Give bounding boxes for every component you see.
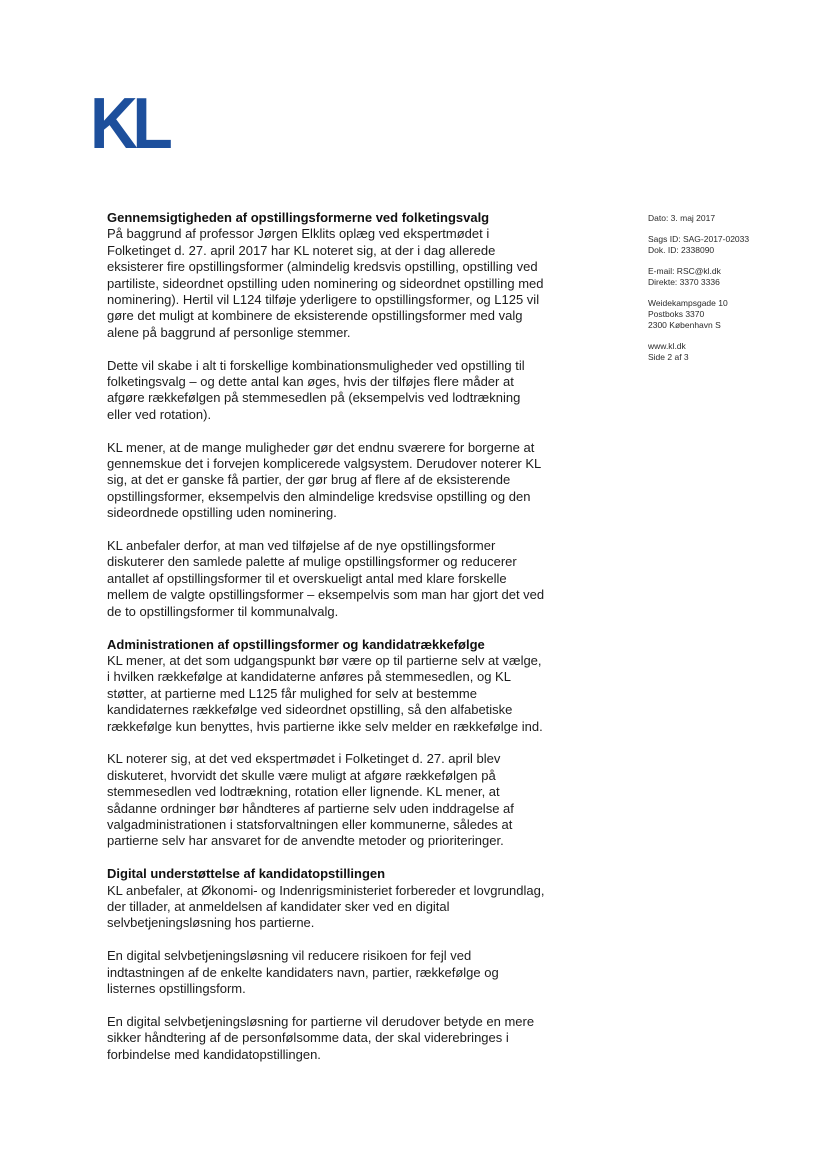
address-line: Weidekampsgade 10 [648, 298, 728, 308]
web-group [648, 341, 798, 363]
section-digital-support [107, 866, 547, 1063]
paragraph: KL noterer sig, at det ved ekspertmødet i Folketinget d. 27. april blev diskuteret, hvorvidt det skulle være muligt at afgøre rækkefølgen på stemmesedlen ved lodtrækning, rotation eller lignende. KL mener, at sådanne ordninger bør håndteres af partierne selv uden inddragelse af valgadministrationen i statsforvaltningen eller kommunerne, således at partierne selv har ansvaret for de anvendte metoder og prioriteringer. [107, 751, 514, 849]
reference-group [648, 234, 798, 256]
page-number: Side 2 af 3 [648, 352, 689, 362]
address-line: Postboks 3370 [648, 309, 705, 319]
website: www.kl.dk [648, 341, 686, 351]
paragraph: KL anbefaler, at Økonomi- og Indenrigsministeriet forbereder et lovgrundlag, der tillader, at anmeldelsen af kandidater sker ved en digital selvbetjeningsløsning hos partierne. [107, 882, 545, 931]
paragraph: KL mener, at det som udgangspunkt bør være op til partierne selv at vælge, i hvilken rækkefølge at kandidaterne anføres på stemmesedlen, og KL støtter, at partierne med L125 får mulighed for selv at bestemme kandidaternes rækkefølge ved sideordnet opstilling, så den alfabetiske rækkefølge kun benyttes, hvis partierne ikke selv melder en rækkefølge ind. [107, 652, 543, 734]
paragraph: En digital selvbetjeningsløsning vil reducere risikoen for fejl ved indtastningen af de enkelte kandidaters navn, partier, rækkefølge og listernes opstillingsform. [107, 948, 499, 996]
address-line: 2300 København S [648, 320, 721, 330]
section-heading: Digital understøttelse af kandidatopstillingen [107, 866, 386, 882]
paragraph: KL anbefaler derfor, at man ved tilføjelse af de nye opstillingsformer diskuterer den samlede palette af mulige opstillingsformer og reducerer antallet af opstillingsformer til et overskueligt antal med klare forskelle mellem de valgte opstillingsformer – eksempelvis som man har gjort det ved de to opstillingsformer til kommunalvalg. [107, 538, 545, 619]
address-group [648, 298, 798, 331]
paragraph: En digital selvbetjeningsløsning for partierne vil derudover betyde en mere sikker håndtering af de personfølsomme data, der skal viderebringes i forbindelse med kandidatopstillingen. [107, 1013, 535, 1062]
date-group [648, 213, 798, 224]
case-id: Sags ID: SAG-2017-02033 [648, 234, 750, 244]
doc-id: Dok. ID: 2338090 [648, 245, 715, 255]
paragraph: På baggrund af professor Jørgen Elklits oplæg ved ekspertmødet i Folketinget d. 27. april 2017 har KL noteret sig, at der i dag allerede eksisterer fire opstillingsformer (almindelig kredsvis opstilling, opstilling ved partiliste, sideordnet opstilling uden nominering og sideordnet opstilling med nominering). Hertil vil L124 tilføje yderligere to opstillingsformer, og L125 vil gøre det muligt at kombinere de eksisterende opstillingsformer med valg alene på baggrund af personlige stemmer. [107, 226, 544, 340]
paragraph: Dette vil skabe i alt ti forskellige kombinationsmuligheder ved opstilling til folketingsvalg – og dette antal kan øges, hvis der tilføjes flere måder at afgøre rækkefølgen på stemmesedlen på (eksempelvis ved lodtrækning eller ved rotation). [107, 357, 525, 422]
section-heading: Gennemsigtigheden af opstillingsformerne ved folketingsvalg [107, 210, 490, 225]
section-transparency [107, 210, 547, 620]
letter-sidebar [648, 213, 798, 373]
paragraph: KL mener, at de mange muligheder gør det endnu sværere for borgerne at gennemskue det i forvejen komplicerede valgsystem. Derudover noterer KL sig, at det er ganske få partier, der gør brug af flere af de eksisterende opstillingsformer, eksempelvis den almindelige kredsvise opstilling og den sideordnede opstilling uden nominering. [107, 439, 541, 521]
section-administration [107, 637, 547, 850]
contact-group [648, 266, 798, 288]
direct-phone: Direkte: 3370 3336 [648, 277, 720, 287]
kl-logo: KL [90, 84, 168, 164]
email: E-mail: RSC@kl.dk [648, 266, 721, 276]
date: Dato: 3. maj 2017 [648, 213, 716, 223]
letter-body [107, 210, 547, 1079]
section-heading: Administrationen af opstillingsformer og kandidatrækkefølge [107, 636, 485, 652]
